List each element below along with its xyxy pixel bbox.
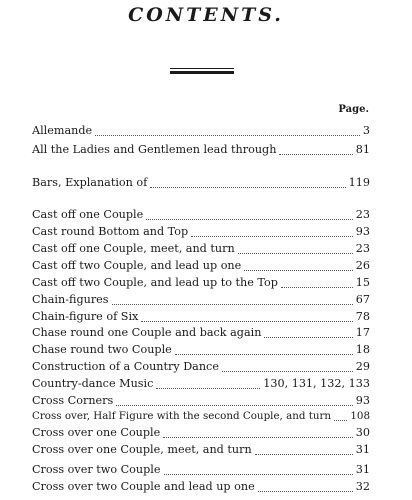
toc-entry-label: Cross over one Couple	[32, 426, 161, 439]
dot-leader	[150, 180, 345, 187]
toc-entry-page: 18	[355, 343, 370, 356]
toc-entry-label: Cast off one Couple	[32, 208, 144, 221]
title-rule	[170, 68, 234, 74]
toc-entry	[32, 293, 370, 309]
toc-entry-label: Country-dance Music	[32, 377, 154, 390]
page-column-header: Page.	[338, 104, 369, 115]
toc-entry-page: 67	[355, 293, 370, 306]
toc-entry-label: Cross Corners	[32, 394, 114, 407]
toc-entry	[32, 426, 370, 442]
toc-entry-label: Cast off two Couple, and lead up to the Top	[32, 276, 278, 289]
toc-entry	[32, 276, 370, 292]
dot-leader	[112, 297, 353, 304]
toc-entry-page: 78	[355, 310, 370, 323]
toc-entry-page: 23	[355, 242, 370, 255]
toc-entry-label: Cross over two Couple	[32, 463, 161, 476]
toc-entry	[32, 394, 370, 410]
dot-leader	[264, 330, 352, 337]
toc-entry	[32, 326, 370, 342]
toc-entry	[32, 143, 370, 159]
page-title: CONTENTS.	[128, 4, 284, 26]
toc-entry-page: 30	[355, 426, 370, 439]
toc-entry-label: Chase round one Couple and back again	[32, 326, 262, 339]
dot-leader	[255, 447, 353, 454]
dot-leader	[279, 147, 352, 154]
toc-entry-label: Cast off two Couple, and lead up one	[32, 259, 242, 272]
toc-entry	[32, 242, 370, 258]
toc-entry-label: Cross over, Half Figure with the second Couple, and turn	[32, 410, 332, 422]
toc-entry-page: 23	[355, 208, 370, 221]
dot-leader	[116, 398, 353, 405]
dot-leader	[258, 484, 353, 491]
toc-entry-label: Cast off one Couple, meet, and turn	[32, 242, 235, 255]
toc-entry-page: 3	[362, 124, 370, 137]
toc-entry	[32, 225, 370, 241]
toc-entry-page: 26	[355, 259, 370, 272]
dot-leader	[156, 381, 260, 388]
toc-entry	[32, 377, 370, 393]
toc-entry-label: Chain-figures	[32, 293, 109, 306]
dot-leader	[222, 364, 353, 371]
toc-entry-page: 31	[355, 463, 370, 476]
dot-leader	[238, 246, 353, 253]
toc-entry	[32, 176, 370, 192]
toc-entry-page: 31	[355, 443, 370, 456]
dot-leader	[281, 280, 353, 287]
dot-leader	[191, 229, 353, 236]
dot-leader	[244, 263, 352, 270]
toc-entry-label: All the Ladies and Gentlemen lead through	[32, 143, 277, 156]
toc-entry-label: Cross over one Couple, meet, and turn	[32, 443, 252, 456]
dot-leader	[95, 128, 360, 135]
toc-entry-page: 17	[355, 326, 370, 339]
toc-entry	[32, 259, 370, 275]
toc-entry	[32, 124, 370, 140]
toc-entry-page: 119	[348, 176, 370, 189]
dot-leader	[334, 415, 347, 422]
toc-entry-page: 29	[355, 360, 370, 373]
toc-entry-page: 130, 131, 132, 133	[263, 377, 370, 390]
toc-entry-page: 93	[355, 225, 370, 238]
toc-entry	[32, 360, 370, 376]
toc-entry	[32, 343, 370, 359]
dot-leader	[146, 212, 353, 219]
toc-entry-page: 108	[350, 410, 370, 422]
toc-entry	[32, 463, 370, 479]
dot-leader	[141, 314, 352, 321]
toc-entry-label: Chase round two Couple	[32, 343, 172, 356]
dot-leader	[163, 430, 353, 437]
toc-entry-label: Bars, Explanation of	[32, 176, 148, 189]
dot-leader	[164, 467, 353, 474]
toc-entry-page: 32	[355, 480, 370, 493]
toc-entry-label: Allemande	[32, 124, 93, 137]
toc-entry	[32, 410, 370, 426]
toc-entry-label: Cross over two Couple and lead up one	[32, 480, 255, 493]
toc-entry-page: 81	[355, 143, 370, 156]
toc-entry-label: Cast round Bottom and Top	[32, 225, 189, 238]
toc-entry	[32, 208, 370, 224]
dot-leader	[175, 347, 353, 354]
toc-entry	[32, 480, 370, 496]
toc-entry-label: Chain-figure of Six	[32, 310, 139, 323]
toc-entry-page: 93	[355, 394, 370, 407]
toc-entry	[32, 443, 370, 459]
toc-entry-label: Construction of a Country Dance	[32, 360, 219, 373]
toc-entry	[32, 310, 370, 326]
toc-entry-page: 15	[355, 276, 370, 289]
